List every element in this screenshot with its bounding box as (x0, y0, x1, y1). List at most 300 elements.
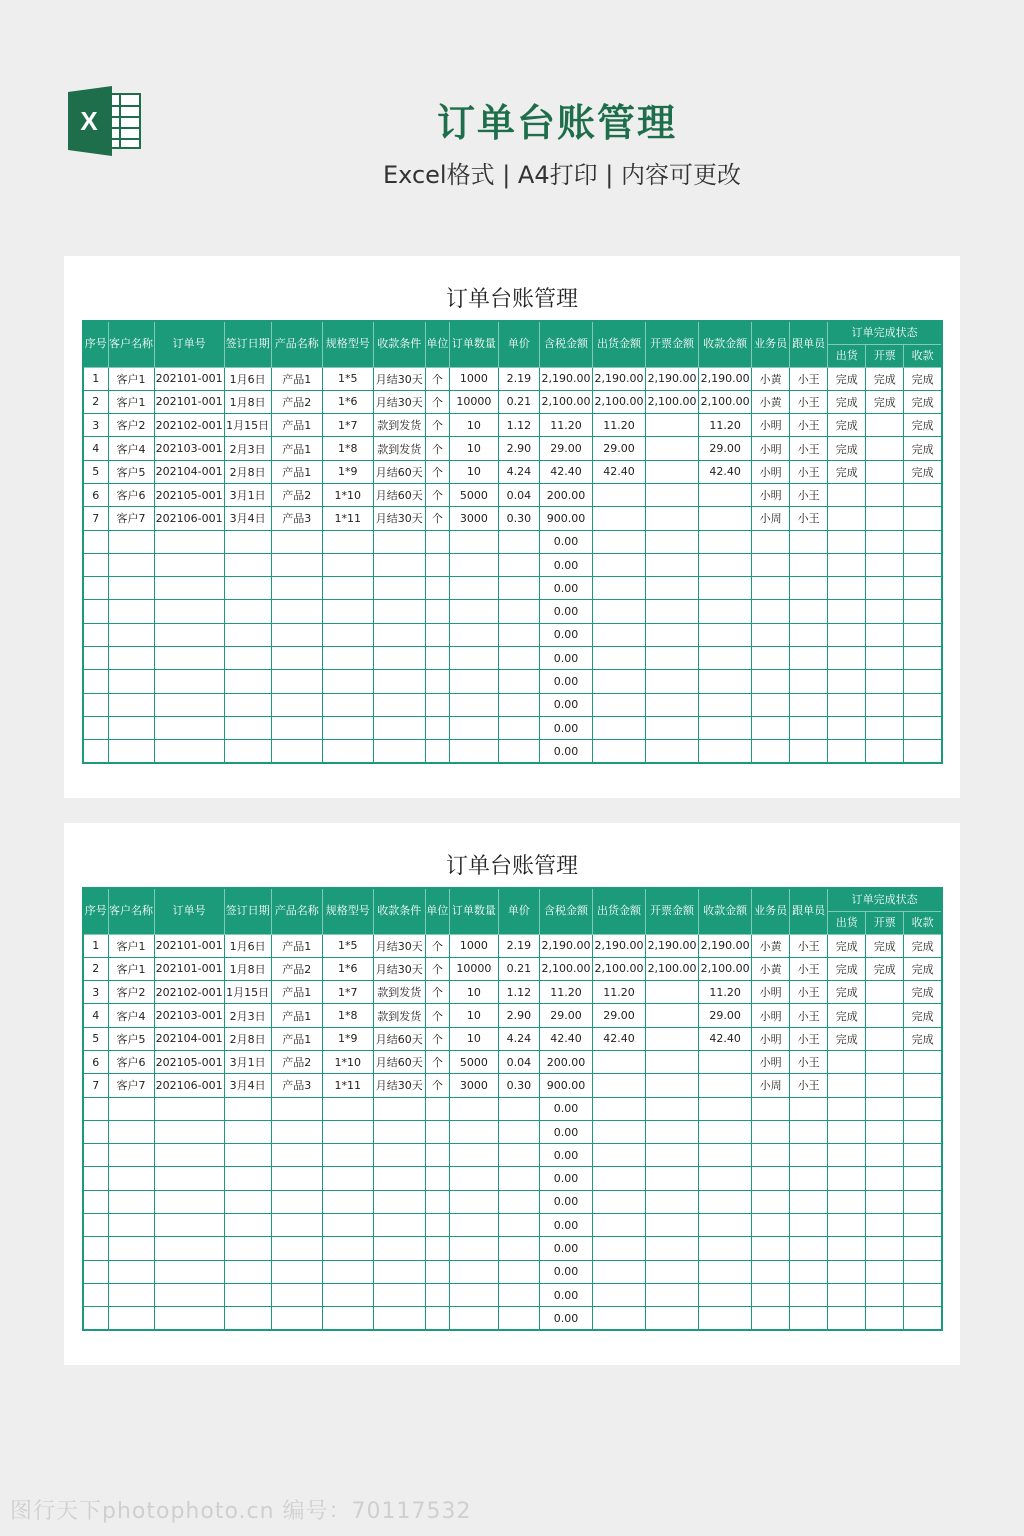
table-cell[interactable]: 小明 (752, 414, 790, 437)
table-cell[interactable] (83, 577, 108, 600)
table-cell[interactable]: 客户4 (108, 1004, 154, 1027)
table-cell[interactable]: 产品1 (271, 367, 322, 390)
table-cell[interactable]: 客户4 (108, 437, 154, 460)
table-cell[interactable] (224, 577, 271, 600)
table-cell[interactable] (373, 740, 425, 763)
table-cell[interactable] (752, 716, 790, 739)
table-cell[interactable] (646, 716, 699, 739)
table-cell[interactable] (322, 740, 373, 763)
table-cell[interactable]: 完成 (904, 437, 942, 460)
table-cell[interactable] (904, 740, 942, 763)
table-cell[interactable] (866, 530, 904, 553)
table-cell[interactable]: 2 (83, 957, 108, 980)
table-cell[interactable]: 小王 (790, 390, 828, 413)
table-cell[interactable]: 客户1 (108, 390, 154, 413)
table-cell[interactable]: 4.24 (498, 1027, 539, 1050)
table-cell[interactable] (904, 1097, 942, 1120)
table-cell[interactable]: 202101-001 (154, 934, 224, 957)
table-cell[interactable]: 完成 (904, 981, 942, 1004)
table-cell[interactable] (224, 740, 271, 763)
table-cell[interactable]: 完成 (828, 934, 866, 957)
table-cell[interactable]: 0.00 (539, 1214, 592, 1237)
table-cell[interactable]: 10 (449, 1004, 498, 1027)
table-cell[interactable] (828, 647, 866, 670)
table-cell[interactable] (904, 1190, 942, 1213)
table-cell[interactable] (498, 553, 539, 576)
table-cell[interactable]: 1 (83, 367, 108, 390)
table-cell[interactable] (646, 1307, 699, 1330)
table-cell[interactable] (108, 1097, 154, 1120)
table-cell[interactable] (271, 693, 322, 716)
table-cell[interactable] (752, 600, 790, 623)
table-cell[interactable] (828, 1214, 866, 1237)
table-cell[interactable] (646, 600, 699, 623)
table-cell[interactable] (322, 530, 373, 553)
table-cell[interactable]: 42.40 (592, 460, 645, 483)
table-cell[interactable] (592, 1214, 645, 1237)
table-cell[interactable]: 0.00 (539, 693, 592, 716)
table-cell[interactable] (699, 600, 752, 623)
table-cell[interactable] (322, 647, 373, 670)
table-cell[interactable] (154, 553, 224, 576)
table-cell[interactable]: 个 (425, 483, 449, 506)
table-cell[interactable] (224, 670, 271, 693)
table-cell[interactable]: 2,100.00 (646, 957, 699, 980)
table-cell[interactable] (699, 623, 752, 646)
table-cell[interactable] (699, 577, 752, 600)
table-cell[interactable] (752, 1283, 790, 1306)
table-cell[interactable] (866, 1283, 904, 1306)
table-cell[interactable] (828, 623, 866, 646)
table-cell[interactable]: 0.00 (539, 577, 592, 600)
table-cell[interactable]: 1*10 (322, 1050, 373, 1073)
table-cell[interactable] (322, 623, 373, 646)
table-cell[interactable] (373, 1144, 425, 1167)
table-cell[interactable] (425, 647, 449, 670)
table-cell[interactable] (646, 1283, 699, 1306)
table-cell[interactable] (322, 1214, 373, 1237)
table-cell[interactable] (646, 1144, 699, 1167)
table-cell[interactable]: 3000 (449, 1074, 498, 1097)
table-cell[interactable] (752, 1190, 790, 1213)
table-cell[interactable]: 月结60天 (373, 1050, 425, 1073)
table-cell[interactable]: 款到发货 (373, 981, 425, 1004)
table-cell[interactable] (224, 716, 271, 739)
table-cell[interactable] (828, 1167, 866, 1190)
table-cell[interactable]: 10 (449, 460, 498, 483)
table-cell[interactable] (866, 1004, 904, 1027)
table-cell[interactable]: 小黄 (752, 957, 790, 980)
table-cell[interactable]: 小王 (790, 1027, 828, 1050)
table-cell[interactable] (592, 553, 645, 576)
table-cell[interactable] (373, 1120, 425, 1143)
table-cell[interactable] (904, 1167, 942, 1190)
table-cell[interactable] (646, 507, 699, 530)
table-cell[interactable]: 3月4日 (224, 507, 271, 530)
table-cell[interactable]: 10 (449, 1027, 498, 1050)
table-cell[interactable] (83, 1237, 108, 1260)
table-cell[interactable] (425, 623, 449, 646)
table-cell[interactable] (373, 1283, 425, 1306)
table-cell[interactable]: 1*6 (322, 390, 373, 413)
table-cell[interactable]: 5000 (449, 483, 498, 506)
table-cell[interactable] (699, 740, 752, 763)
table-cell[interactable]: 产品2 (271, 957, 322, 980)
table-cell[interactable] (271, 740, 322, 763)
table-cell[interactable]: 完成 (828, 367, 866, 390)
table-cell[interactable]: 完成 (828, 390, 866, 413)
table-cell[interactable] (322, 1144, 373, 1167)
table-cell[interactable] (322, 600, 373, 623)
table-cell[interactable] (904, 507, 942, 530)
table-cell[interactable] (699, 670, 752, 693)
table-cell[interactable]: 完成 (828, 981, 866, 1004)
table-cell[interactable] (373, 623, 425, 646)
table-cell[interactable]: 29.00 (592, 1004, 645, 1027)
table-cell[interactable] (699, 1190, 752, 1213)
table-cell[interactable]: 产品1 (271, 460, 322, 483)
table-cell[interactable]: 1.12 (498, 981, 539, 1004)
table-cell[interactable] (592, 740, 645, 763)
table-cell[interactable] (752, 530, 790, 553)
table-cell[interactable]: 5 (83, 460, 108, 483)
table-cell[interactable]: 0.00 (539, 1144, 592, 1167)
table-cell[interactable]: 月结60天 (373, 1027, 425, 1050)
table-cell[interactable] (592, 530, 645, 553)
table-cell[interactable]: 6 (83, 1050, 108, 1073)
table-cell[interactable] (646, 981, 699, 1004)
table-cell[interactable] (373, 647, 425, 670)
table-cell[interactable] (646, 623, 699, 646)
table-cell[interactable]: 小王 (790, 460, 828, 483)
table-cell[interactable]: 月结30天 (373, 390, 425, 413)
table-cell[interactable]: 小王 (790, 483, 828, 506)
table-cell[interactable] (108, 1237, 154, 1260)
table-cell[interactable]: 月结30天 (373, 507, 425, 530)
table-cell[interactable] (425, 716, 449, 739)
table-cell[interactable] (271, 530, 322, 553)
table-cell[interactable]: 客户1 (108, 957, 154, 980)
table-cell[interactable]: 1000 (449, 934, 498, 957)
table-cell[interactable] (592, 1144, 645, 1167)
table-cell[interactable]: 10 (449, 414, 498, 437)
table-cell[interactable] (699, 1237, 752, 1260)
table-cell[interactable]: 小王 (790, 934, 828, 957)
table-cell[interactable] (108, 1120, 154, 1143)
table-cell[interactable] (498, 623, 539, 646)
table-cell[interactable] (425, 1260, 449, 1283)
table-cell[interactable] (271, 1214, 322, 1237)
table-cell[interactable]: 月结60天 (373, 460, 425, 483)
table-cell[interactable] (866, 1167, 904, 1190)
table-cell[interactable]: 完成 (904, 1027, 942, 1050)
table-cell[interactable]: 29.00 (699, 437, 752, 460)
table-cell[interactable] (224, 1260, 271, 1283)
table-cell[interactable]: 款到发货 (373, 437, 425, 460)
table-cell[interactable]: 11.20 (539, 981, 592, 1004)
table-cell[interactable] (828, 483, 866, 506)
table-cell[interactable] (224, 693, 271, 716)
table-cell[interactable] (866, 623, 904, 646)
table-cell[interactable] (498, 1144, 539, 1167)
table-cell[interactable] (449, 530, 498, 553)
table-cell[interactable] (373, 716, 425, 739)
table-cell[interactable]: 2,190.00 (539, 367, 592, 390)
table-cell[interactable] (425, 1167, 449, 1190)
table-cell[interactable]: 1月6日 (224, 367, 271, 390)
table-cell[interactable] (271, 1144, 322, 1167)
table-cell[interactable] (904, 553, 942, 576)
table-cell[interactable] (828, 1144, 866, 1167)
table-cell[interactable] (425, 1283, 449, 1306)
table-cell[interactable] (828, 740, 866, 763)
table-cell[interactable]: 小王 (790, 981, 828, 1004)
table-cell[interactable] (646, 1190, 699, 1213)
table-cell[interactable]: 2.19 (498, 367, 539, 390)
table-cell[interactable] (83, 716, 108, 739)
table-cell[interactable]: 42.40 (592, 1027, 645, 1050)
table-cell[interactable] (154, 1260, 224, 1283)
table-cell[interactable]: 完成 (904, 367, 942, 390)
table-cell[interactable] (592, 716, 645, 739)
table-cell[interactable] (83, 1167, 108, 1190)
table-cell[interactable]: 0.00 (539, 740, 592, 763)
table-cell[interactable]: 月结30天 (373, 957, 425, 980)
table-cell[interactable]: 2月3日 (224, 1004, 271, 1027)
table-cell[interactable] (699, 1260, 752, 1283)
table-cell[interactable] (83, 600, 108, 623)
table-cell[interactable]: 202104-001 (154, 1027, 224, 1050)
table-cell[interactable] (425, 530, 449, 553)
table-cell[interactable] (790, 1190, 828, 1213)
table-cell[interactable] (83, 1120, 108, 1143)
table-cell[interactable] (866, 414, 904, 437)
table-cell[interactable] (699, 647, 752, 670)
table-cell[interactable]: 小黄 (752, 367, 790, 390)
table-cell[interactable]: 1月8日 (224, 957, 271, 980)
table-cell[interactable] (108, 623, 154, 646)
table-cell[interactable] (271, 1260, 322, 1283)
table-cell[interactable]: 完成 (828, 437, 866, 460)
table-cell[interactable] (224, 530, 271, 553)
table-cell[interactable] (699, 1120, 752, 1143)
table-cell[interactable]: 1月15日 (224, 981, 271, 1004)
table-cell[interactable] (154, 1167, 224, 1190)
table-cell[interactable]: 小明 (752, 483, 790, 506)
table-cell[interactable]: 202101-001 (154, 957, 224, 980)
table-cell[interactable] (904, 670, 942, 693)
table-cell[interactable] (790, 1283, 828, 1306)
table-cell[interactable] (271, 670, 322, 693)
table-cell[interactable]: 个 (425, 460, 449, 483)
table-cell[interactable] (449, 1167, 498, 1190)
table-cell[interactable]: 小明 (752, 437, 790, 460)
table-cell[interactable]: 月结30天 (373, 367, 425, 390)
table-cell[interactable]: 产品1 (271, 981, 322, 1004)
table-cell[interactable] (322, 1260, 373, 1283)
table-cell[interactable] (752, 1237, 790, 1260)
table-cell[interactable] (154, 1144, 224, 1167)
table-cell[interactable] (828, 577, 866, 600)
table-cell[interactable] (790, 1214, 828, 1237)
table-cell[interactable] (224, 1144, 271, 1167)
table-cell[interactable] (83, 740, 108, 763)
table-cell[interactable] (646, 647, 699, 670)
table-cell[interactable]: 0.00 (539, 1307, 592, 1330)
table-cell[interactable]: 小明 (752, 1050, 790, 1073)
table-cell[interactable] (271, 577, 322, 600)
table-cell[interactable] (592, 1074, 645, 1097)
table-cell[interactable]: 小王 (790, 437, 828, 460)
table-cell[interactable] (646, 1050, 699, 1073)
table-cell[interactable] (866, 647, 904, 670)
table-cell[interactable] (154, 530, 224, 553)
table-cell[interactable]: 小明 (752, 981, 790, 1004)
table-cell[interactable] (154, 647, 224, 670)
table-cell[interactable] (449, 1120, 498, 1143)
table-cell[interactable] (322, 1237, 373, 1260)
table-cell[interactable]: 小明 (752, 1004, 790, 1027)
table-cell[interactable] (224, 1167, 271, 1190)
table-cell[interactable]: 4 (83, 437, 108, 460)
table-cell[interactable]: 3月1日 (224, 1050, 271, 1073)
table-cell[interactable] (271, 623, 322, 646)
table-cell[interactable] (322, 670, 373, 693)
table-cell[interactable] (373, 577, 425, 600)
table-cell[interactable]: 产品1 (271, 414, 322, 437)
table-cell[interactable]: 小王 (790, 507, 828, 530)
table-cell[interactable]: 3000 (449, 507, 498, 530)
table-cell[interactable] (498, 740, 539, 763)
table-cell[interactable] (592, 1050, 645, 1073)
table-cell[interactable]: 1*8 (322, 437, 373, 460)
table-cell[interactable] (154, 577, 224, 600)
table-cell[interactable]: 0.00 (539, 1283, 592, 1306)
table-cell[interactable] (498, 1120, 539, 1143)
table-cell[interactable] (498, 693, 539, 716)
table-cell[interactable] (752, 693, 790, 716)
table-cell[interactable] (752, 647, 790, 670)
table-cell[interactable] (224, 1097, 271, 1120)
table-cell[interactable] (790, 693, 828, 716)
table-cell[interactable] (904, 530, 942, 553)
table-cell[interactable]: 客户2 (108, 414, 154, 437)
table-cell[interactable] (224, 1214, 271, 1237)
table-cell[interactable] (752, 1120, 790, 1143)
table-cell[interactable] (592, 647, 645, 670)
table-cell[interactable] (271, 1237, 322, 1260)
table-cell[interactable] (790, 1237, 828, 1260)
table-cell[interactable] (699, 507, 752, 530)
table-cell[interactable]: 202105-001 (154, 1050, 224, 1073)
table-cell[interactable] (592, 483, 645, 506)
table-cell[interactable] (866, 1027, 904, 1050)
table-cell[interactable] (425, 693, 449, 716)
table-cell[interactable] (425, 600, 449, 623)
table-cell[interactable] (646, 1167, 699, 1190)
table-cell[interactable]: 11.20 (539, 414, 592, 437)
table-cell[interactable] (866, 1097, 904, 1120)
table-cell[interactable] (425, 1120, 449, 1143)
table-cell[interactable]: 产品3 (271, 1074, 322, 1097)
table-cell[interactable]: 完成 (828, 957, 866, 980)
table-cell[interactable] (790, 1144, 828, 1167)
table-cell[interactable]: 0.00 (539, 1097, 592, 1120)
table-cell[interactable] (498, 577, 539, 600)
table-cell[interactable] (828, 1097, 866, 1120)
table-cell[interactable] (752, 1097, 790, 1120)
table-cell[interactable]: 29.00 (539, 1004, 592, 1027)
table-cell[interactable]: 11.20 (592, 981, 645, 1004)
table-cell[interactable]: 2,190.00 (699, 934, 752, 957)
table-cell[interactable]: 29.00 (539, 437, 592, 460)
table-cell[interactable]: 0.30 (498, 1074, 539, 1097)
table-cell[interactable] (699, 553, 752, 576)
table-cell[interactable]: 完成 (904, 1004, 942, 1027)
table-cell[interactable]: 2,100.00 (539, 390, 592, 413)
table-cell[interactable] (449, 600, 498, 623)
table-cell[interactable] (790, 1260, 828, 1283)
table-cell[interactable]: 产品1 (271, 1004, 322, 1027)
table-cell[interactable]: 10000 (449, 390, 498, 413)
table-cell[interactable]: 完成 (866, 934, 904, 957)
table-cell[interactable] (904, 623, 942, 646)
table-cell[interactable] (83, 1144, 108, 1167)
table-cell[interactable]: 202106-001 (154, 1074, 224, 1097)
table-cell[interactable]: 小王 (790, 957, 828, 980)
table-cell[interactable] (322, 1097, 373, 1120)
table-cell[interactable] (449, 1307, 498, 1330)
table-cell[interactable] (271, 1097, 322, 1120)
table-cell[interactable] (828, 507, 866, 530)
table-cell[interactable] (828, 553, 866, 576)
table-cell[interactable]: 5 (83, 1027, 108, 1050)
table-cell[interactable] (646, 414, 699, 437)
table-cell[interactable] (790, 553, 828, 576)
table-cell[interactable]: 产品2 (271, 1050, 322, 1073)
table-cell[interactable] (83, 670, 108, 693)
table-cell[interactable] (322, 1307, 373, 1330)
table-cell[interactable] (790, 740, 828, 763)
table-cell[interactable]: 2,190.00 (646, 367, 699, 390)
table-cell[interactable] (699, 1283, 752, 1306)
table-cell[interactable] (449, 1283, 498, 1306)
table-cell[interactable] (904, 600, 942, 623)
table-cell[interactable] (373, 1167, 425, 1190)
table-cell[interactable]: 完成 (828, 1027, 866, 1050)
table-cell[interactable]: 2.90 (498, 437, 539, 460)
table-cell[interactable] (373, 693, 425, 716)
table-cell[interactable] (154, 1190, 224, 1213)
table-cell[interactable]: 2,100.00 (646, 390, 699, 413)
table-cell[interactable]: 1*11 (322, 507, 373, 530)
table-cell[interactable]: 2,190.00 (646, 934, 699, 957)
table-cell[interactable] (828, 716, 866, 739)
table-cell[interactable]: 2,190.00 (592, 367, 645, 390)
table-cell[interactable] (373, 1097, 425, 1120)
table-cell[interactable] (592, 1260, 645, 1283)
table-cell[interactable] (904, 1074, 942, 1097)
table-cell[interactable] (699, 1074, 752, 1097)
table-cell[interactable]: 42.40 (699, 460, 752, 483)
table-cell[interactable] (866, 740, 904, 763)
table-cell[interactable] (646, 1097, 699, 1120)
table-cell[interactable]: 10000 (449, 957, 498, 980)
table-cell[interactable] (449, 740, 498, 763)
table-cell[interactable] (108, 693, 154, 716)
table-cell[interactable] (154, 1097, 224, 1120)
table-cell[interactable] (904, 483, 942, 506)
